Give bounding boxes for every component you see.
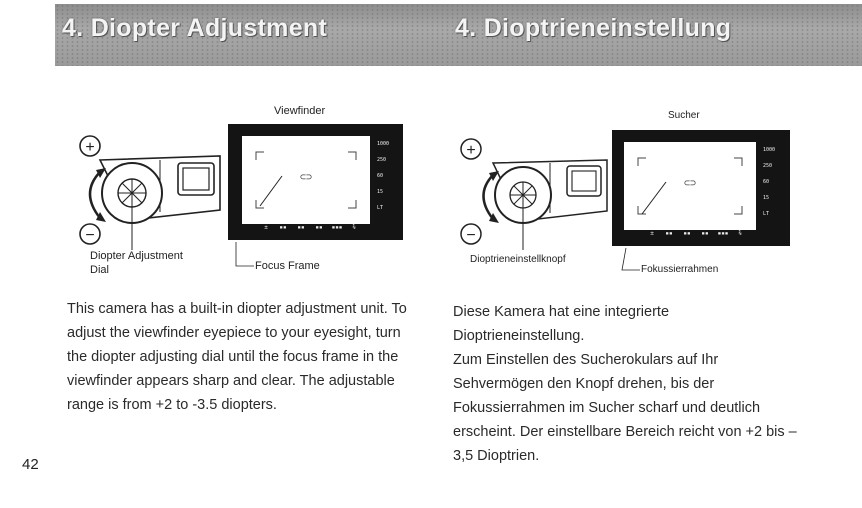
dial-label-de: Dioptrieneinstellknopf — [470, 254, 566, 265]
viewfinder-bottom-readout-en: ± ▪▪ ▪▪ ▪▪ ▪▪▪ ɫ — [264, 224, 356, 231]
viewfinder-label-en: Viewfinder — [274, 105, 326, 117]
minus-icon: − — [85, 227, 95, 244]
camera-dial-illustration-en — [60, 130, 240, 250]
dial-label-en: Diopter Adjustment Dial — [90, 250, 183, 276]
svg-text:⊂⊃: ⊂⊃ — [299, 172, 313, 183]
page-number: 42 — [22, 456, 39, 473]
viewfinder-de — [612, 130, 790, 246]
minus-icon: − — [466, 227, 476, 244]
section-title-en: 4. Diopter Adjustment — [62, 14, 328, 42]
focus-frame-en — [242, 136, 370, 224]
body-text-de — [453, 300, 798, 468]
focus-frame-de — [624, 142, 756, 230]
plus-icon: + — [85, 139, 95, 156]
focus-frame-label-en: Focus Frame — [255, 260, 320, 272]
svg-text:⊂⊃: ⊂⊃ — [683, 178, 697, 189]
viewfinder-side-readout-en: 1000 250 60 15 LT — [377, 141, 390, 211]
viewfinder-side-readout-de: 1000 250 60 15 LT — [763, 147, 776, 217]
viewfinder-bottom-readout-de: ± ▪▪ ▪▪ ▪▪ ▪▪▪ ɫ — [650, 230, 742, 237]
viewfinder-en — [228, 124, 403, 240]
section-title-de: 4. Dioptrieneinstellung — [455, 14, 732, 42]
viewfinder-label-de: Sucher — [668, 110, 700, 121]
focus-frame-label-de: Fokussierrahmen — [641, 264, 719, 275]
body-text-en: This camera has a built-in diopter adjustment unit. To adjust the viewfinder eyepiece to your eyesight, turn the diopter adjusting dial until the focus frame in the viewfinder appears sharp and clear. The adjustable range is from +2 to -3.5 diopters. — [67, 301, 407, 413]
body-text-de-p1: Diese Kamera hat eine integrierte Dioptrieneinstellung. — [453, 304, 670, 344]
plus-icon: + — [466, 142, 476, 159]
body-text-de-p2: Zum Einstellen des Sucherokulars auf Ihr Sehvermögen den Knopf drehen, bis der Fokussierrahmen im Sucher scharf und deutlich erscheint. Der einstellbare Bereich reicht von +2 bis –3,5 Dioptrien. — [453, 352, 797, 464]
camera-dial-illustration-de — [455, 135, 625, 250]
